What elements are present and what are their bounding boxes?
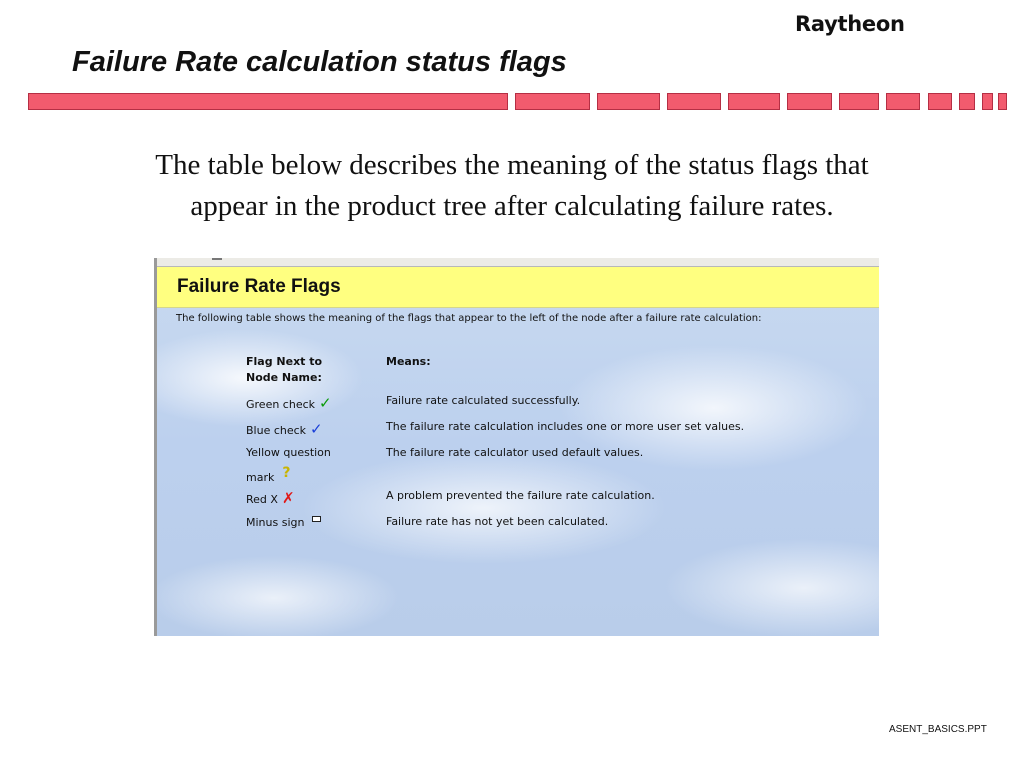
bar-segment xyxy=(839,93,879,110)
bar-segment xyxy=(515,93,590,110)
blue-check-icon: ✓ xyxy=(310,420,323,438)
red-x-icon: ✗ xyxy=(281,489,295,507)
flag-label-line-2 xyxy=(246,463,331,488)
screenshot-heading: Failure Rate Flags xyxy=(177,276,341,297)
screenshot-description: The following table shows the meaning of the flags that appear to the left of the node after a failure rate calculation: xyxy=(176,313,762,324)
intro-line-2: appear in the product tree after calculating failure rates. xyxy=(190,190,834,222)
meaning-red: A problem prevented the failure rate calculation. xyxy=(386,489,655,502)
column-header-means: Means: xyxy=(386,355,431,368)
flag-label: Red X xyxy=(246,493,278,506)
flag-row-yellow xyxy=(246,442,331,488)
raytheon-logo: Raytheon xyxy=(795,12,905,36)
flag-row-blue xyxy=(246,419,323,441)
meaning-minus: Failure rate has not yet been calculated. xyxy=(386,515,609,528)
screenshot-left-border xyxy=(154,258,157,636)
screenshot-header xyxy=(157,267,879,308)
slide-title: Failure Rate calculation status flags xyxy=(72,46,567,78)
question-mark-icon: ? xyxy=(282,465,291,481)
column-header-flag-line-2: Node Name: xyxy=(246,371,322,384)
flag-row-green xyxy=(246,393,332,415)
flag-label: Green check xyxy=(246,398,316,411)
bar-segment xyxy=(728,93,780,110)
flag-row-red xyxy=(246,488,295,510)
bar-segment xyxy=(597,93,660,110)
flags-screenshot xyxy=(154,258,879,636)
flag-label-line-1: Yellow question xyxy=(246,446,331,459)
bar-segment xyxy=(787,93,832,110)
bar-segment xyxy=(928,93,952,110)
flag-label: Minus sign xyxy=(246,516,305,529)
bar-segment xyxy=(982,93,993,110)
bar-segment xyxy=(998,93,1007,110)
column-header-flag-line-1: Flag Next to xyxy=(246,355,323,368)
intro-line-1: The table below describes the meaning of the status flags that xyxy=(155,149,869,181)
screenshot-top-strip xyxy=(157,258,879,267)
flag-row-minus xyxy=(246,512,321,533)
meaning-green: Failure rate calculated successfully. xyxy=(386,394,581,407)
intro-text xyxy=(60,145,964,227)
screenshot-tick xyxy=(212,258,222,260)
bar-segment xyxy=(959,93,975,110)
bar-segment xyxy=(28,93,508,110)
flag-label: Blue check xyxy=(246,424,307,437)
bar-segment xyxy=(886,93,920,110)
minus-sign-icon xyxy=(312,516,321,522)
meaning-blue: The failure rate calculation includes one or more user set values. xyxy=(386,420,745,433)
slide-footer: ASENT_BASICS.PPT xyxy=(889,724,987,735)
meaning-yellow: The failure rate calculator used default values. xyxy=(386,446,644,459)
bar-segment xyxy=(667,93,721,110)
green-check-icon: ✓ xyxy=(319,394,332,412)
column-header-flag xyxy=(246,354,322,386)
flag-label: mark xyxy=(246,471,275,484)
